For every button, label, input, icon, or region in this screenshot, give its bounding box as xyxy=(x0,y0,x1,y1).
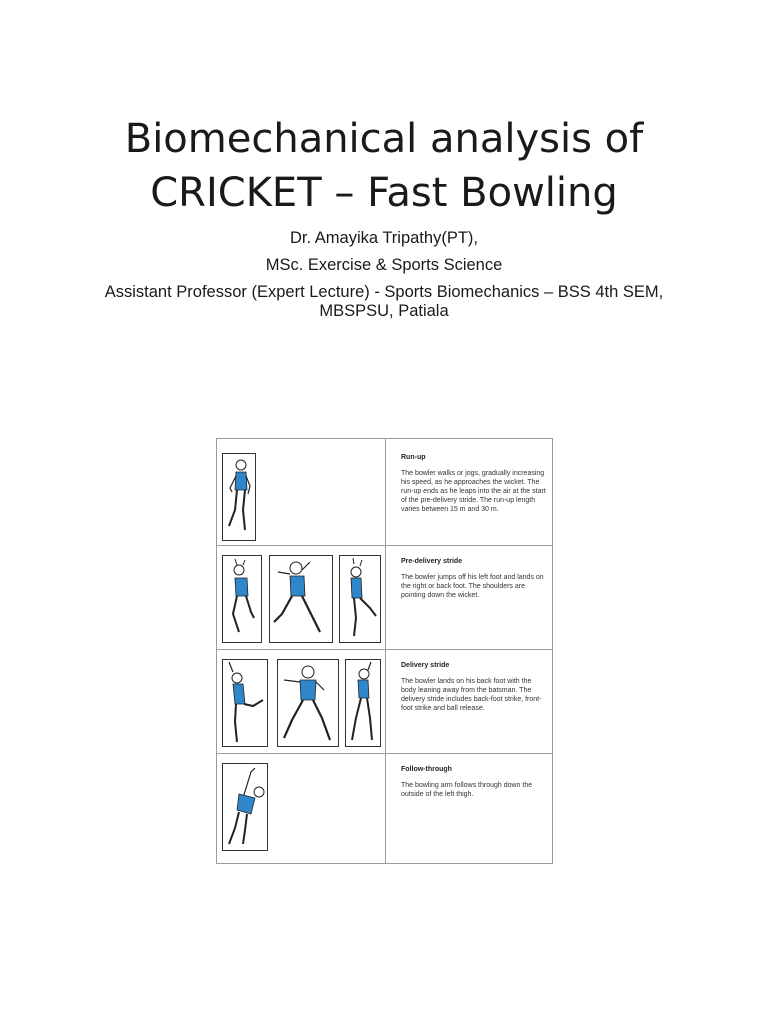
stage-follow-through-text xyxy=(401,765,547,799)
stage-follow-through-title: Follow-through xyxy=(401,766,452,773)
author-name: Dr. Amayika Tripathy(PT), xyxy=(290,229,478,247)
stage-delivery-text xyxy=(401,661,547,713)
stage-row-run-up xyxy=(217,439,552,546)
bowler-illustration xyxy=(223,454,255,540)
bowler-illustration xyxy=(346,660,380,746)
delivery-figure-1 xyxy=(222,659,268,747)
stage-delivery-title: Delivery stride xyxy=(401,662,450,669)
bowling-phases-figure xyxy=(216,438,553,864)
stage-pre-delivery-text xyxy=(401,557,547,600)
bowler-illustration xyxy=(340,556,380,642)
author-degree: MSc. Exercise & Sports Science xyxy=(265,256,503,274)
author-position: Assistant Professor (Expert Lecture) - Sports Biomechanics – BSS 4th SEM, MBSPSU, Patiala xyxy=(104,283,664,320)
bowler-illustration xyxy=(278,660,338,746)
title-line-2: CRICKET – Fast Bowling xyxy=(150,170,618,216)
page-title xyxy=(0,112,768,220)
bowler-illustration xyxy=(223,660,267,746)
stage-run-up-text xyxy=(401,453,547,514)
stage-follow-through-description: The bowling arm follows through down the outside of the left thigh. xyxy=(401,782,533,798)
delivery-figure-3 xyxy=(345,659,381,747)
pre-delivery-figure-1 xyxy=(222,555,262,643)
stage-row-delivery xyxy=(217,649,552,754)
title-line-1: Biomechanical analysis of xyxy=(124,116,644,162)
stage-pre-delivery-description: The bowler jumps off his left foot and lands on the right or back foot. The shoulders are pointing down the wicket. xyxy=(401,574,544,599)
stage-delivery-description: The bowler lands on his back foot with the body leaning away from the batsman. The delivery stride includes back-foot strike, front-foot strike and ball release. xyxy=(401,678,542,712)
pre-delivery-figure-3 xyxy=(339,555,381,643)
bowler-illustration xyxy=(223,764,267,850)
stage-row-pre-delivery xyxy=(217,545,552,650)
delivery-figure-2 xyxy=(277,659,339,747)
stage-row-follow-through xyxy=(217,753,552,863)
run-up-figure xyxy=(222,453,256,541)
follow-through-figure xyxy=(222,763,268,851)
bowler-illustration xyxy=(223,556,261,642)
bowler-illustration xyxy=(270,556,332,642)
pre-delivery-figure-2 xyxy=(269,555,333,643)
stage-pre-delivery-title: Pre-delivery stride xyxy=(401,558,463,565)
stage-run-up-title: Run-up xyxy=(401,454,426,461)
stage-run-up-description: The bowler walks or jogs, gradually increasing his speed, as he approaches the wicket. The run-up ends as he leaps into the air at the start of the pre-delivery stride. The run-up length varies between 15 m and 30 m. xyxy=(401,470,546,513)
